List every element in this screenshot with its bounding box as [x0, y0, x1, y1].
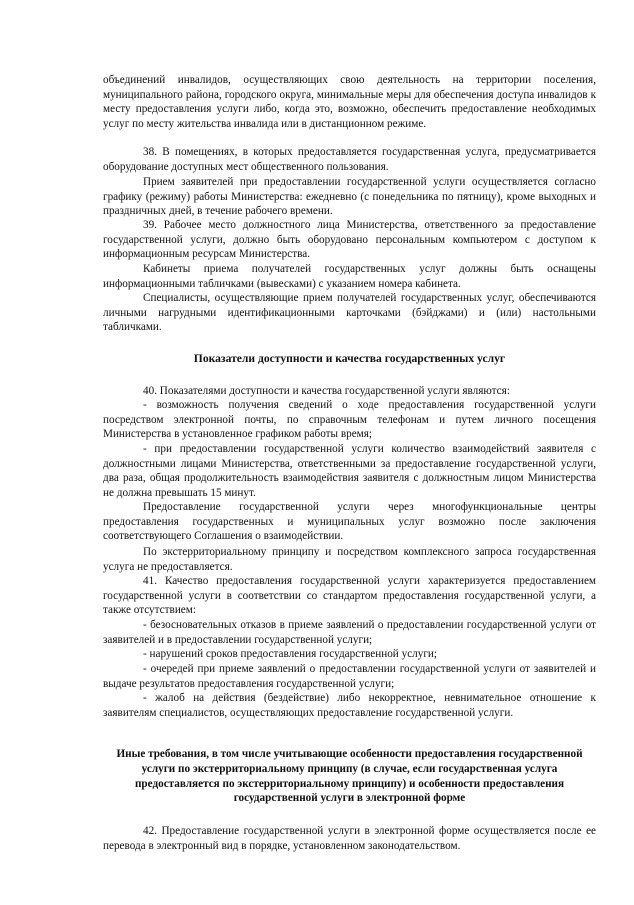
paragraph-38: 38. В помещениях, в которых предоставляется государственная услуга, предусматривается оборудование доступных мест общественного пользования. — [103, 146, 596, 173]
section-heading-accessibility-quality: Показатели доступности и качества государственных услуг — [193, 352, 506, 365]
paragraph-extraterritorial: По экстерриториальному принципу и посредством комплексного запроса государственная услуга не предоставляется. — [103, 546, 596, 573]
list-item-deadline-violations: - нарушений сроков предоставления государственной услуги; — [143, 648, 438, 660]
list-item-status-info: - возможность получения сведений о ходе предоставления государственной услуги посредством электронной почты, по справочным телефонам и путем личного посещения Министерства в установленное графиком работы время; — [103, 399, 596, 441]
paragraph-39: 39. Рабочее место должностного лица Министерства, ответственного за предоставление государственной услуги, должно быть оборудовано персональным компьютером с доступом к информационным ресурсам Министерства. — [103, 219, 596, 261]
paragraph-reception-schedule: Прием заявителей при предоставлении государственной услуги осуществляется согласно графику (режиму) работы Министерства: ежедневно (с понедельника по пятницу), кроме выходных и праздничных дней, в течение рабочего времени. — [103, 176, 596, 218]
paragraph-42: 42. Предоставление государственной услуги в электронной форме осуществляется после ее перевода в электронный вид в порядке, установленном законодательством. — [103, 825, 596, 852]
list-item-refusals: - безосновательных отказов в приеме заявлений о предоставлении государственной услуги от заявителей и в предоставлении государственной услуги; — [103, 619, 596, 646]
paragraph-cabinet-signs: Кабинеты приема получателей государственных услуг должны быть оснащены информационными табличками (вывесками) с указанием номера кабинета. — [103, 263, 596, 290]
list-item-interactions: - при предоставлении государственной услуги количество взаимодействий заявителя с должностными лицами Министерства, ответственными за предоставление государственной услуги, два раза, общая продолжительность взаимодействия заявителя с должностным лицом Министерства не должна превышать 15 минут. — [103, 443, 596, 499]
section-heading-other-requirements: Иные требования, в том числе учитывающие особенности предоставления государственной услуги по экстерриториальному принципу (в случае, если государственная услуга предоставляется по экстерриториальному принципу) и особенности предоставления государственной услуги в электронной форме — [116, 748, 583, 805]
paragraph-specialists-badges: Специалисты, осуществляющие прием получателей государственных услуг, обеспечиваются личными нагрудными идентификационными карточками (бэйджами) и (или) настольными табличками. — [103, 292, 596, 334]
paragraph-mfc: Предоставление государственной услуги через многофункциональные центры предоставления государственных и муниципальных услуг возможно после заключения соответствующего Соглашения о взаимодействии. — [103, 501, 596, 543]
paragraph-40: 40. Показателями доступности и качества государственной услуги являются: — [143, 385, 510, 397]
paragraph-41: 41. Качество предоставления государственной услуги характеризуется предоставлением государственной услуги в соответствии со стандартом предоставления государственной услуги, а также отсутствием: — [103, 575, 596, 617]
list-item-queues: - очередей при приеме заявлений о предоставлении государственной услуги от заявителей и выдаче результатов предоставления государственной услуги; — [103, 663, 596, 690]
paragraph-accessibility-measures: объединений инвалидов, осуществляющих свою деятельность на территории поселения, муниципального района, городского округа, минимальные меры для обеспечения доступа инвалидов к месту предоставления услуги либо, когда это, возможно, обеспечить предоставление необходимых услуг по месту жительства инвалида или в дистанционном режиме. — [103, 74, 596, 130]
list-item-complaints: - жалоб на действия (бездействие) либо некорректное, невнимательное отношение к заявителям специалистов, осуществляющих предоставление государственной услуги. — [103, 692, 596, 719]
